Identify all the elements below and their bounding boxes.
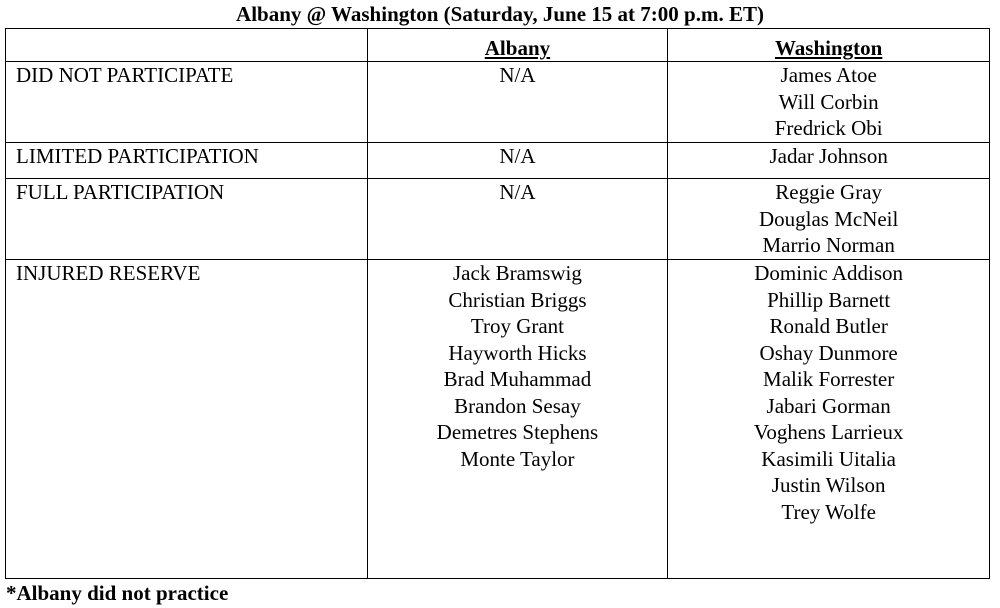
player-name: Malik Forrester (763, 367, 895, 391)
player-name: Marrio Norman (762, 233, 895, 257)
player-name: Dominic Addison (754, 261, 904, 285)
team2-cell (668, 260, 990, 579)
player-name: Oshay Dunmore (759, 340, 898, 365)
player-name: Phillip Barnett (767, 287, 891, 312)
player-name: Kasimili Uitalia (761, 446, 897, 471)
player-name: Jack Bramswig (453, 261, 582, 285)
table-row (6, 143, 990, 179)
player-name: Troy Grant (470, 314, 565, 338)
player-name: Jabari Gorman (766, 393, 891, 418)
player-name: Christian Briggs (448, 287, 587, 312)
team2-cell (668, 179, 990, 260)
player-name: Voghens Larrieux (753, 420, 904, 444)
player-name: N/A (499, 63, 536, 87)
row-label-did-not-participate: DID NOT PARTICIPATE (6, 62, 368, 143)
header-team2 (668, 29, 990, 62)
player-name: Will Corbin (778, 89, 879, 114)
team1-cell (367, 143, 668, 179)
table-header-row (6, 29, 990, 62)
row-label-full-participation: FULL PARTICIPATION (6, 179, 368, 260)
player-name: Douglas McNeil (758, 206, 899, 231)
player-name: N/A (499, 144, 536, 168)
report-title: Albany @ Washington (Saturday, June 15 at 7:00 p.m. ET) (236, 2, 764, 26)
player-name: Reggie Gray (775, 180, 883, 204)
team2-cell (668, 62, 990, 143)
injury-report-table (5, 28, 990, 579)
player-name: Brandon Sesay (454, 393, 581, 418)
player-name: Hayworth Hicks (448, 340, 587, 365)
team1-cell (367, 260, 668, 579)
player-name: Jadar Johnson (769, 144, 888, 168)
player-name: Demetres Stephens (436, 420, 599, 444)
player-name: Brad Muhammad (443, 367, 592, 391)
team2-name: Washington (774, 36, 883, 60)
footnote: *Albany did not practice (6, 581, 229, 605)
team1-name: Albany (484, 36, 551, 60)
table-row (6, 260, 990, 579)
team1-cell (367, 179, 668, 260)
row-label-injured-reserve: INJURED RESERVE (6, 260, 368, 579)
table-row (6, 179, 990, 260)
player-name: Justin Wilson (771, 473, 886, 497)
header-team1 (367, 29, 668, 62)
row-label-limited-participation: LIMITED PARTICIPATION (6, 143, 368, 179)
team2-cell (668, 143, 990, 179)
table-row (6, 62, 990, 143)
player-name: N/A (499, 180, 536, 204)
team1-cell (367, 62, 668, 143)
header-status-column (6, 29, 368, 62)
player-name: Monte Taylor (460, 446, 575, 471)
player-name: James Atoe (780, 63, 877, 87)
player-name: Trey Wolfe (781, 499, 876, 524)
player-name: Ronald Butler (769, 314, 888, 338)
player-name: Fredrick Obi (774, 116, 883, 140)
